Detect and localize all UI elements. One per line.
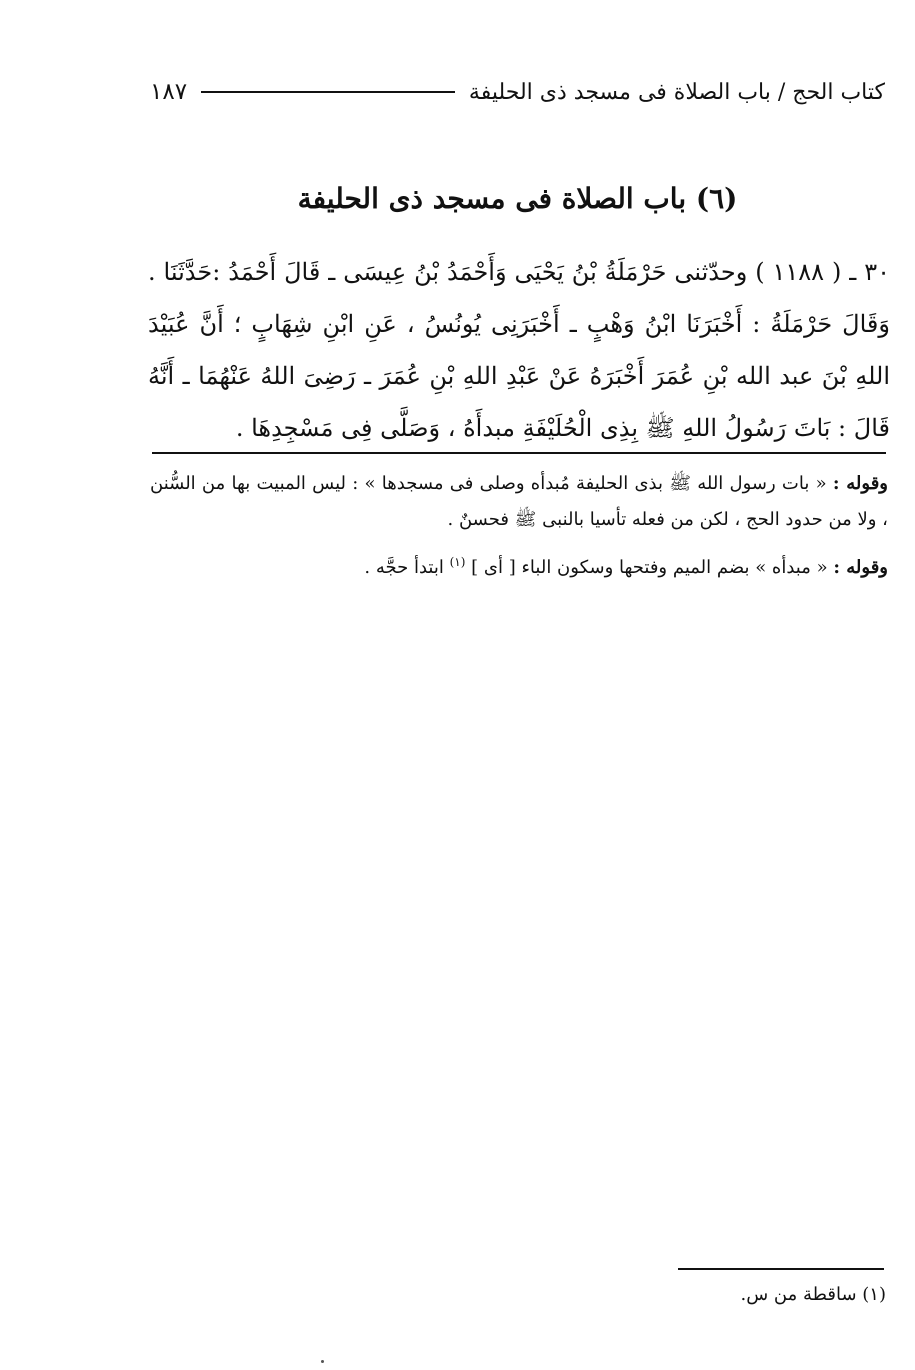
commentary-lead: وقوله : — [832, 473, 888, 494]
footnote-marker: (١) — [449, 555, 466, 569]
commentary-lead: وقوله : — [833, 557, 888, 578]
header-title: كتاب الحج / باب الصلاة فى مسجد ذى الحليفة — [468, 79, 885, 105]
footnote: (١) ساقطة من س. — [740, 1284, 886, 1305]
commentary-text: ابتدأ حجَّه . — [364, 557, 450, 578]
hadith-text-block — [148, 246, 890, 454]
header-rule — [201, 91, 455, 93]
commentary-text: « مبدأه » بضم الميم وفتحها وسكون الباء [ أى ] — [465, 557, 834, 578]
chapter-heading: (٦) باب الصلاة فى مسجد ذى الحليفة — [297, 182, 738, 215]
hadith-text: ٣٠ ـ ( ١١٨٨ ) وحدّثنى حَرْمَلَةُ بْنُ يَحْيَى وَأَحْمَدُ بْنُ عِيسَى ـ قَالَ أَحْمَدُ :حَدَّثَنَا . وَقَالَ حَرْمَلَةُ : أَخْبَرَنَا ابْنُ وَهْبٍ ـ أَخْبَرَنِى يُونُسُ ، عَنِ ابْنِ شِهَابٍ ؛ أَنَّ عُبَيْدَ اللهِ بْنَ عبد الله بْنِ عُمَرَ أَخْبَرَهُ عَنْ عَبْدِ اللهِ بْنِ عُمَرَ ـ رَضِىَ اللهُ عَنْهُمَا ـ أَنَّهُ قَالَ : بَاتَ رَسُولُ اللهِ ﷺ بِذِى الْحُلَيْفَةِ مبدأَهُ ، وَصَلَّى فِى مَسْجِدِهَا . — [148, 258, 890, 442]
commentary-text: « بات رسول الله ﷺ بذى الحليفة مُبدأه وصلى فى مسجدها » : ليس المبيت بها من السُّنن ، ولا من حدود الحج ، لكن من فعله تأسيا بالنبى ﷺ فحسنٌ . — [150, 473, 888, 530]
footnote-divider — [678, 1268, 884, 1270]
running-header — [150, 72, 885, 112]
commentary-paragraph — [150, 466, 888, 538]
scan-speck — [321, 1360, 324, 1363]
commentary-paragraph — [150, 544, 888, 586]
commentary-block — [150, 466, 888, 592]
page-number: ١٨٧ — [150, 79, 188, 105]
section-divider — [152, 452, 886, 454]
